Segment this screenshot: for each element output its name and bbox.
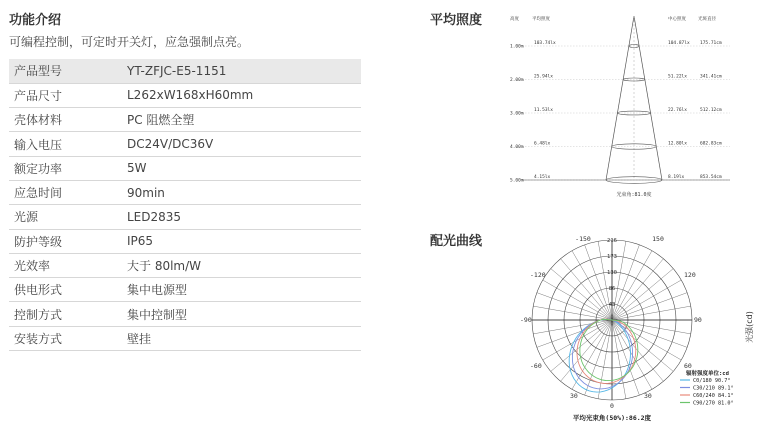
angle-label-60: 60 xyxy=(684,362,692,370)
spec-value: L262xW168xH60mm xyxy=(127,83,361,107)
polar-unit-label: 光强(cd) xyxy=(745,311,754,343)
illum-height: 4.00m xyxy=(510,145,524,150)
ring-label-216: 216 xyxy=(607,238,617,244)
spec-value: DC24V/DC36V xyxy=(127,132,361,156)
spec-row-power xyxy=(9,156,361,180)
spec-row-size xyxy=(9,83,361,107)
ring-label-86: 86 xyxy=(608,286,616,292)
spec-key: 供电形式 xyxy=(9,278,127,302)
illum-center: 51.22lx xyxy=(668,74,687,80)
spec-value: 集中控制型 xyxy=(127,302,361,326)
illuminance-title: 平均照度 xyxy=(430,13,483,28)
illum-avg: 11.53lx xyxy=(534,108,553,113)
illuminance-diagram xyxy=(508,8,734,200)
ring-label-130: 130 xyxy=(607,270,617,276)
illum-footer: 光束角:81.0度 xyxy=(616,192,652,198)
spec-value: 集中电源型 xyxy=(127,278,361,302)
illum-height: 1.00m xyxy=(510,44,524,50)
spec-row-ip-rating xyxy=(9,229,361,253)
illum-center: 22.76lx xyxy=(668,108,687,113)
illum-center: 8.19lx xyxy=(668,175,685,180)
spec-row-control xyxy=(9,302,361,326)
spec-row-power-supply xyxy=(9,278,361,302)
spec-key: 输入电压 xyxy=(9,132,127,156)
spec-value: YT-ZFJC-E5-1151 xyxy=(127,59,361,83)
spec-row-voltage xyxy=(9,132,361,156)
spec-value: 5W xyxy=(127,156,361,180)
polar-title: 配光曲线 xyxy=(430,234,483,249)
illum-header-diameter: 光斑直径 xyxy=(698,17,716,22)
illum-avg: 25.94lx xyxy=(534,74,553,80)
legend-item: C60/240 84.1° xyxy=(693,393,734,399)
angle-label-0: 0 xyxy=(610,402,614,410)
spec-key: 控制方式 xyxy=(9,302,127,326)
angle-label-neg150: -150 xyxy=(575,235,591,243)
spec-value: LED2835 xyxy=(127,205,361,229)
spec-table xyxy=(9,59,361,351)
spec-value: PC 阻燃全塑 xyxy=(127,108,361,132)
spec-key: 产品型号 xyxy=(9,59,127,83)
illum-header-height: 高度 xyxy=(510,17,519,22)
spec-row-light-source xyxy=(9,205,361,229)
illum-avg: 6.48lx xyxy=(534,141,551,147)
spec-key: 安装方式 xyxy=(9,326,127,350)
angle-label-120: 120 xyxy=(684,271,696,279)
illum-height: 2.00m xyxy=(510,78,524,83)
spec-value: 壁挂 xyxy=(127,326,361,350)
spec-value: IP65 xyxy=(127,229,361,253)
illum-diameter: 175.71cm xyxy=(700,41,722,46)
cone-edge-right xyxy=(634,16,662,180)
legend-item: C30/210 89.1° xyxy=(693,385,734,392)
ring-label-43: 43 xyxy=(608,302,616,308)
illum-diameter: 512.12cm xyxy=(700,108,722,113)
spec-row-mounting xyxy=(9,326,361,350)
intro-title: 功能介绍 xyxy=(9,13,62,28)
illum-avg: 103.74lx xyxy=(534,41,556,46)
spec-row-emergency-time xyxy=(9,180,361,204)
angle-label-90: 90 xyxy=(694,316,702,324)
spec-key: 额定功率 xyxy=(9,156,127,180)
spec-key: 应急时间 xyxy=(9,180,127,204)
spec-row-material xyxy=(9,108,361,132)
illum-diameter: 853.54cm xyxy=(700,175,722,180)
illum-diameter: 682.83cm xyxy=(700,141,722,147)
spec-value: 大于 80lm/W xyxy=(127,253,361,277)
ring-label-173: 173 xyxy=(607,254,617,260)
illum-center: 104.87lx xyxy=(668,41,690,46)
illum-avg: 4.15lx xyxy=(534,175,551,180)
angle-label-neg120: -120 xyxy=(530,271,546,279)
spec-value: 90min xyxy=(127,180,361,204)
illum-height: 5.00m xyxy=(510,178,524,184)
illum-center: 12.80lx xyxy=(668,141,687,147)
legend-item: C90/270 81.0° xyxy=(693,400,734,407)
spec-row-efficacy xyxy=(9,253,361,277)
spec-row-model xyxy=(9,59,361,83)
illum-header-center: 中心照度 xyxy=(668,17,686,22)
polar-diagram xyxy=(508,232,756,422)
angle-label-30-left: 30 xyxy=(570,392,578,400)
legend-title: 辐射强度单位:cd xyxy=(686,371,729,377)
illum-height: 3.00m xyxy=(510,111,524,117)
spec-key: 光效率 xyxy=(9,253,127,277)
legend-item: C0/180 90.7° xyxy=(693,378,731,384)
illum-diameter: 341.41cm xyxy=(700,74,722,80)
polar-footer: 平均光束角(50%):86.2度 xyxy=(572,414,652,422)
angle-label-30-right: 30 xyxy=(644,392,652,400)
angle-label-150: 150 xyxy=(652,235,664,243)
illum-header-avg: 平均照度 xyxy=(532,17,550,22)
spec-key: 产品尺寸 xyxy=(9,83,127,107)
spec-key: 防护等级 xyxy=(9,229,127,253)
spec-key: 壳体材料 xyxy=(9,108,127,132)
intro-text: 可编程控制，可定时开关灯，应急强制点亮。 xyxy=(9,35,250,49)
cone-edge-left xyxy=(606,16,634,180)
spec-key: 光源 xyxy=(9,205,127,229)
angle-label-neg90: -90 xyxy=(520,316,532,324)
angle-label-neg60: -60 xyxy=(530,362,542,370)
